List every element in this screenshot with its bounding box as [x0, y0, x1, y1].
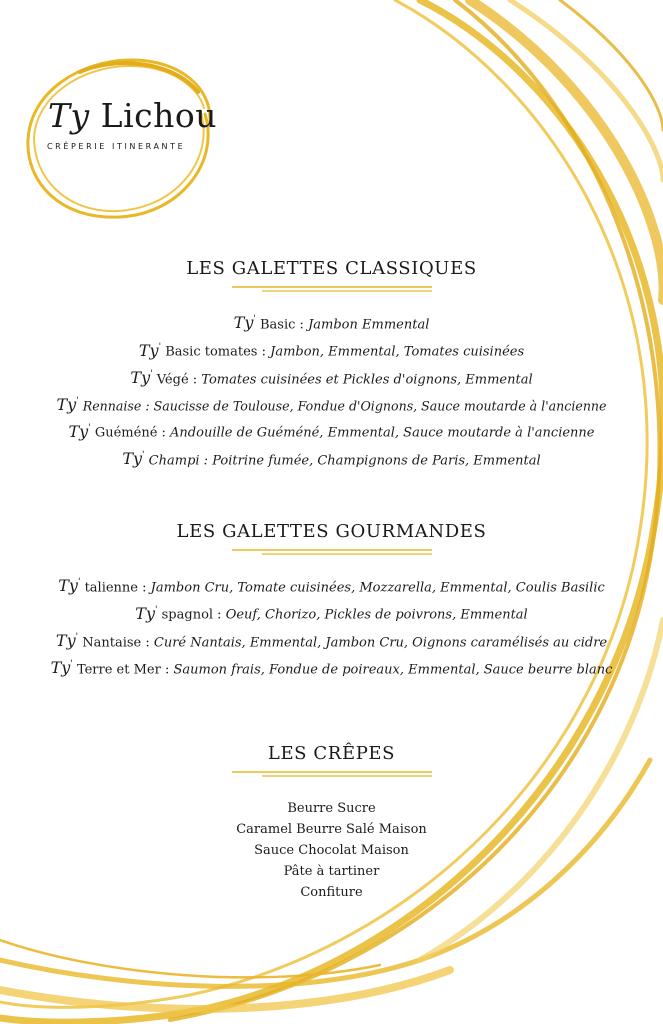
title-underline — [232, 548, 432, 556]
ty-prefix: Ty' — [50, 658, 73, 678]
ty-prefix: Ty' — [130, 367, 153, 387]
list-item: Ty' Basic tomates : Jambon, Emmental, Tomates cuisinées — [138, 340, 525, 360]
ty-prefix: Ty' — [135, 603, 158, 623]
ty-prefix: Ty' — [58, 576, 81, 596]
section-crepes — [0, 743, 663, 903]
title-underline — [232, 285, 432, 293]
section-galettes-classiques — [0, 258, 663, 472]
list-item: Caramel Beurre Salé Maison — [236, 822, 427, 837]
logo-tagline: CRÊPERIE ITINERANTE — [47, 142, 186, 151]
ty-prefix: Ty' — [55, 630, 79, 650]
menu-list — [0, 572, 663, 681]
list-item: Beurre Sucre — [287, 801, 376, 816]
menu-list — [0, 309, 663, 472]
list-item: Ty' Terre et Mer : Saumon frais, Fondue de poireaux, Emmental, Sauce beurre blanc — [50, 658, 613, 678]
logo-name: Lichou — [100, 96, 217, 135]
ty-prefix: Ty' — [68, 421, 91, 441]
logo-ty: Ty — [48, 96, 90, 135]
section-title: LES GALETTES GOURMANDES — [176, 521, 487, 542]
list-item: Confiture — [300, 885, 363, 900]
logo-title — [48, 96, 217, 135]
list-item: Ty' Nantaise : Curé Nantais, Emmental, Jambon Cru, Oignons caramélisés au cidre — [55, 630, 608, 650]
ty-prefix: Ty' — [233, 313, 256, 333]
logo-ring — [20, 52, 230, 222]
section-galettes-gourmandes — [0, 521, 663, 681]
title-underline — [232, 770, 432, 778]
logo — [20, 52, 230, 222]
list-item: Ty' Guéméné : Andouille de Guéméné, Emmental, Sauce moutarde à l'ancienne — [68, 421, 595, 441]
section-title: LES GALETTES CLASSIQUES — [186, 258, 477, 279]
list-item: Ty' Rennaise : Saucisse de Toulouse, Fondue d'Oignons, Sauce moutarde à l'ancienne — [56, 395, 607, 415]
list-item: Ty' Basic : Jambon Emmental — [233, 313, 430, 333]
list-item: Ty' talienne : Jambon Cru, Tomate cuisinées, Mozzarella, Emmental, Coulis Basilic — [58, 576, 605, 596]
list-item: Pâte à tartiner — [283, 864, 380, 879]
list-item: Ty' Végé : Tomates cuisinées et Pickles d'oignons, Emmental — [130, 367, 533, 387]
ty-prefix: Ty' — [56, 395, 79, 415]
list-item: Ty' spagnol : Oeuf, Chorizo, Pickles de poivrons, Emmental — [135, 603, 528, 623]
ty-prefix: Ty' — [122, 448, 145, 468]
list-item: Sauce Chocolat Maison — [254, 843, 409, 858]
ty-prefix: Ty' — [138, 340, 162, 360]
section-title: LES CRÊPES — [267, 743, 396, 764]
menu-list — [0, 798, 663, 903]
list-item: Ty' Champi : Poitrine fumée, Champignons de Paris, Emmental — [122, 448, 541, 468]
